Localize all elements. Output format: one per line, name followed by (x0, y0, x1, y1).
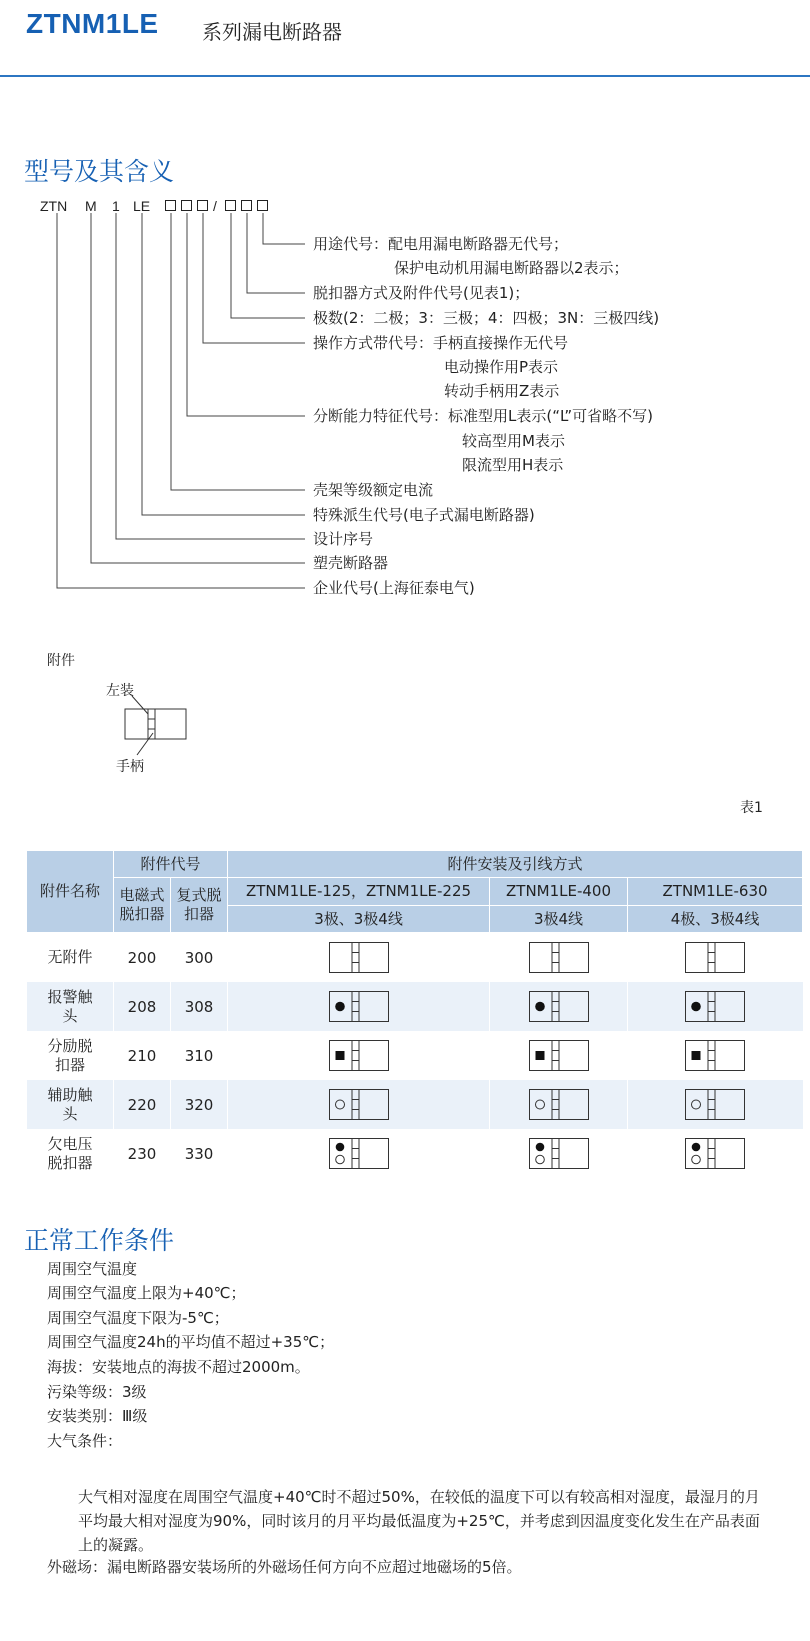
accessory-symbol-open-circle (328, 1088, 390, 1121)
em-code-cell: 200 (114, 933, 171, 983)
accessory-symbol-none (328, 941, 390, 974)
symbol-cell (490, 982, 628, 1031)
header-model: ZTNM1LE-630 (628, 878, 803, 906)
accessory-symbol-filled-circle (328, 990, 390, 1023)
accessory-symbol-filled-square (328, 1039, 390, 1072)
em-code-cell: 210 (114, 1031, 171, 1080)
accessory-name-cell: 报警触头 (27, 982, 114, 1031)
symbol-cell (490, 1031, 628, 1080)
accessory-symbol-open-circle (528, 1088, 590, 1121)
leader-line (187, 213, 305, 416)
leader-line (231, 213, 305, 318)
compound-code-cell: 310 (171, 1031, 228, 1080)
code-part-m: M (85, 198, 97, 214)
em-code-cell: 220 (114, 1080, 171, 1129)
condition-line: 周围空气温度上限为+40℃； (47, 1284, 246, 1302)
header-poles: 3极4线 (490, 906, 628, 933)
model-desc-line: 壳架等级额定电流 (313, 481, 434, 499)
accessory-symbol-none (528, 941, 590, 974)
leader-line (142, 213, 305, 515)
code-part-ztn: ZTN (40, 198, 68, 214)
leader-line (91, 213, 305, 563)
code-slash: / (213, 198, 217, 214)
model-section-title: 型号及其含义 (24, 157, 175, 186)
table-row (27, 982, 803, 1031)
model-desc-line: 塑壳断路器 (313, 554, 389, 572)
symbol-cell (628, 1080, 803, 1129)
condition-line: 大气条件： (47, 1432, 123, 1450)
symbol-cell (228, 1080, 490, 1129)
header-compound-release: 复式脱扣器 (171, 878, 228, 933)
model-desc-line: 电动操作用P表示 (444, 358, 559, 376)
header-poles: 4极、3极4线 (628, 906, 803, 933)
leader-line (263, 213, 305, 244)
page-subtitle: 系列漏电断路器 (202, 20, 342, 44)
conditions-section-title: 正常工作条件 (24, 1226, 175, 1255)
accessory-symbol-filled-and-open-circle (328, 1137, 390, 1170)
symbol-cell (228, 982, 490, 1031)
model-desc-line: 企业代号(上海征泰电气) (313, 579, 475, 597)
header-accessory-code: 附件代号 (114, 851, 228, 878)
condition-line: 污染等级：3级 (47, 1383, 147, 1401)
accessory-name-cell: 欠电压脱扣器 (27, 1129, 114, 1178)
model-desc-line: 特殊派生代号(电子式漏电断路器) (313, 506, 535, 524)
symbol-cell (628, 933, 803, 983)
symbol-cell (628, 1031, 803, 1080)
model-desc-line: 用途代号：配电用漏电断路器无代号； (313, 235, 569, 253)
table-row (27, 1031, 803, 1080)
accessory-symbol-filled-circle (684, 990, 746, 1023)
header-poles: 3极、3极4线 (228, 906, 490, 933)
em-code-cell: 230 (114, 1129, 171, 1178)
symbol-cell (228, 933, 490, 983)
accessory-symbol-filled-and-open-circle (528, 1137, 590, 1170)
header-model: ZTNM1LE-400 (490, 878, 628, 906)
leader-line (171, 213, 305, 490)
model-desc-line: 操作方式带代号：手柄直接操作无代号 (313, 334, 569, 352)
atmospheric-conditions-paragraph: 大气相对湿度在周围空气温度+40℃时不超过50%，在较低的温度下可以有较高相对湿度，最湿月的月平均最大相对湿度为90%，同时该月的月平均最低温度为+25℃，并考虑到因温度变化发生在产品表面上的凝露。 (78, 1488, 760, 1554)
leader-line (247, 213, 305, 293)
model-desc-line: 转动手柄用Z表示 (444, 382, 560, 400)
compound-code-cell: 320 (171, 1080, 228, 1129)
condition-line: 周围空气温度下限为-5℃； (47, 1309, 229, 1327)
table-caption: 表1 (740, 800, 763, 816)
page-title: ZTNM1LE (26, 8, 159, 39)
model-desc-line: 设计序号 (313, 530, 374, 548)
accessory-table (26, 850, 803, 1178)
condition-line: 安装类别：Ⅲ级 (47, 1407, 148, 1425)
model-desc-line: 保护电动机用漏电断路器以2表示； (394, 259, 629, 277)
em-code-cell: 208 (114, 982, 171, 1031)
accessory-name-cell: 无附件 (27, 933, 114, 983)
compound-code-cell: 330 (171, 1129, 228, 1178)
symbol-cell (228, 1031, 490, 1080)
condition-line: 周围空气温度 (47, 1260, 138, 1278)
accessory-symbol-filled-square (528, 1039, 590, 1072)
symbol-cell (628, 982, 803, 1031)
accessory-symbol-open-circle (684, 1088, 746, 1121)
accessory-symbol-filled-circle (528, 990, 590, 1023)
accessory-position-diagram (100, 695, 200, 757)
model-desc-line: 较高型用M表示 (462, 432, 565, 450)
condition-line: 周围空气温度24h的平均值不超过+35℃； (47, 1333, 335, 1351)
compound-code-cell: 300 (171, 933, 228, 983)
handle-label: 手柄 (116, 759, 144, 775)
symbol-cell (490, 933, 628, 983)
symbol-cell (490, 1080, 628, 1129)
accessory-symbol-filled-and-open-circle (684, 1137, 746, 1170)
header-model: ZTNM1LE-125，ZTNM1LE-225 (228, 878, 490, 906)
symbol-cell (228, 1129, 490, 1178)
accessory-title: 附件 (47, 653, 75, 669)
model-desc-line: 脱扣器方式及附件代号(见表1)； (313, 284, 530, 302)
header-em-release: 电磁式脱扣器 (114, 878, 171, 933)
model-desc-line: 限流型用H表示 (462, 456, 564, 474)
left-mount-label: 左装 (106, 683, 134, 699)
header-accessory-name: 附件名称 (27, 851, 114, 933)
accessory-name-cell: 辅助触头 (27, 1080, 114, 1129)
symbol-cell (490, 1129, 628, 1178)
model-desc-line: 分断能力特征代号：标准型用L表示(“L”可省略不写) (313, 407, 654, 425)
table-row (27, 933, 803, 983)
code-part-1: 1 (112, 198, 120, 214)
compound-code-cell: 308 (171, 982, 228, 1031)
accessory-symbol-none (684, 941, 746, 974)
symbol-cell (628, 1129, 803, 1178)
condition-line: 海拔：安装地点的海拔不超过2000m。 (47, 1358, 310, 1376)
table-row (27, 1080, 803, 1129)
table-row (27, 1129, 803, 1178)
model-desc-line: 极数(2：二极；3：三极；4：四极；3N：三极四线) (313, 309, 660, 327)
leader-line (57, 213, 305, 588)
code-part-le: LE (133, 198, 151, 214)
condition-line: 外磁场：漏电断路器安装场所的外磁场任何方向不应超过地磁场的5倍。 (47, 1558, 522, 1576)
accessory-name-cell: 分励脱扣器 (27, 1031, 114, 1080)
header-installation: 附件安装及引线方式 (228, 851, 803, 878)
accessory-symbol-filled-square (684, 1039, 746, 1072)
leader-line (203, 213, 305, 343)
